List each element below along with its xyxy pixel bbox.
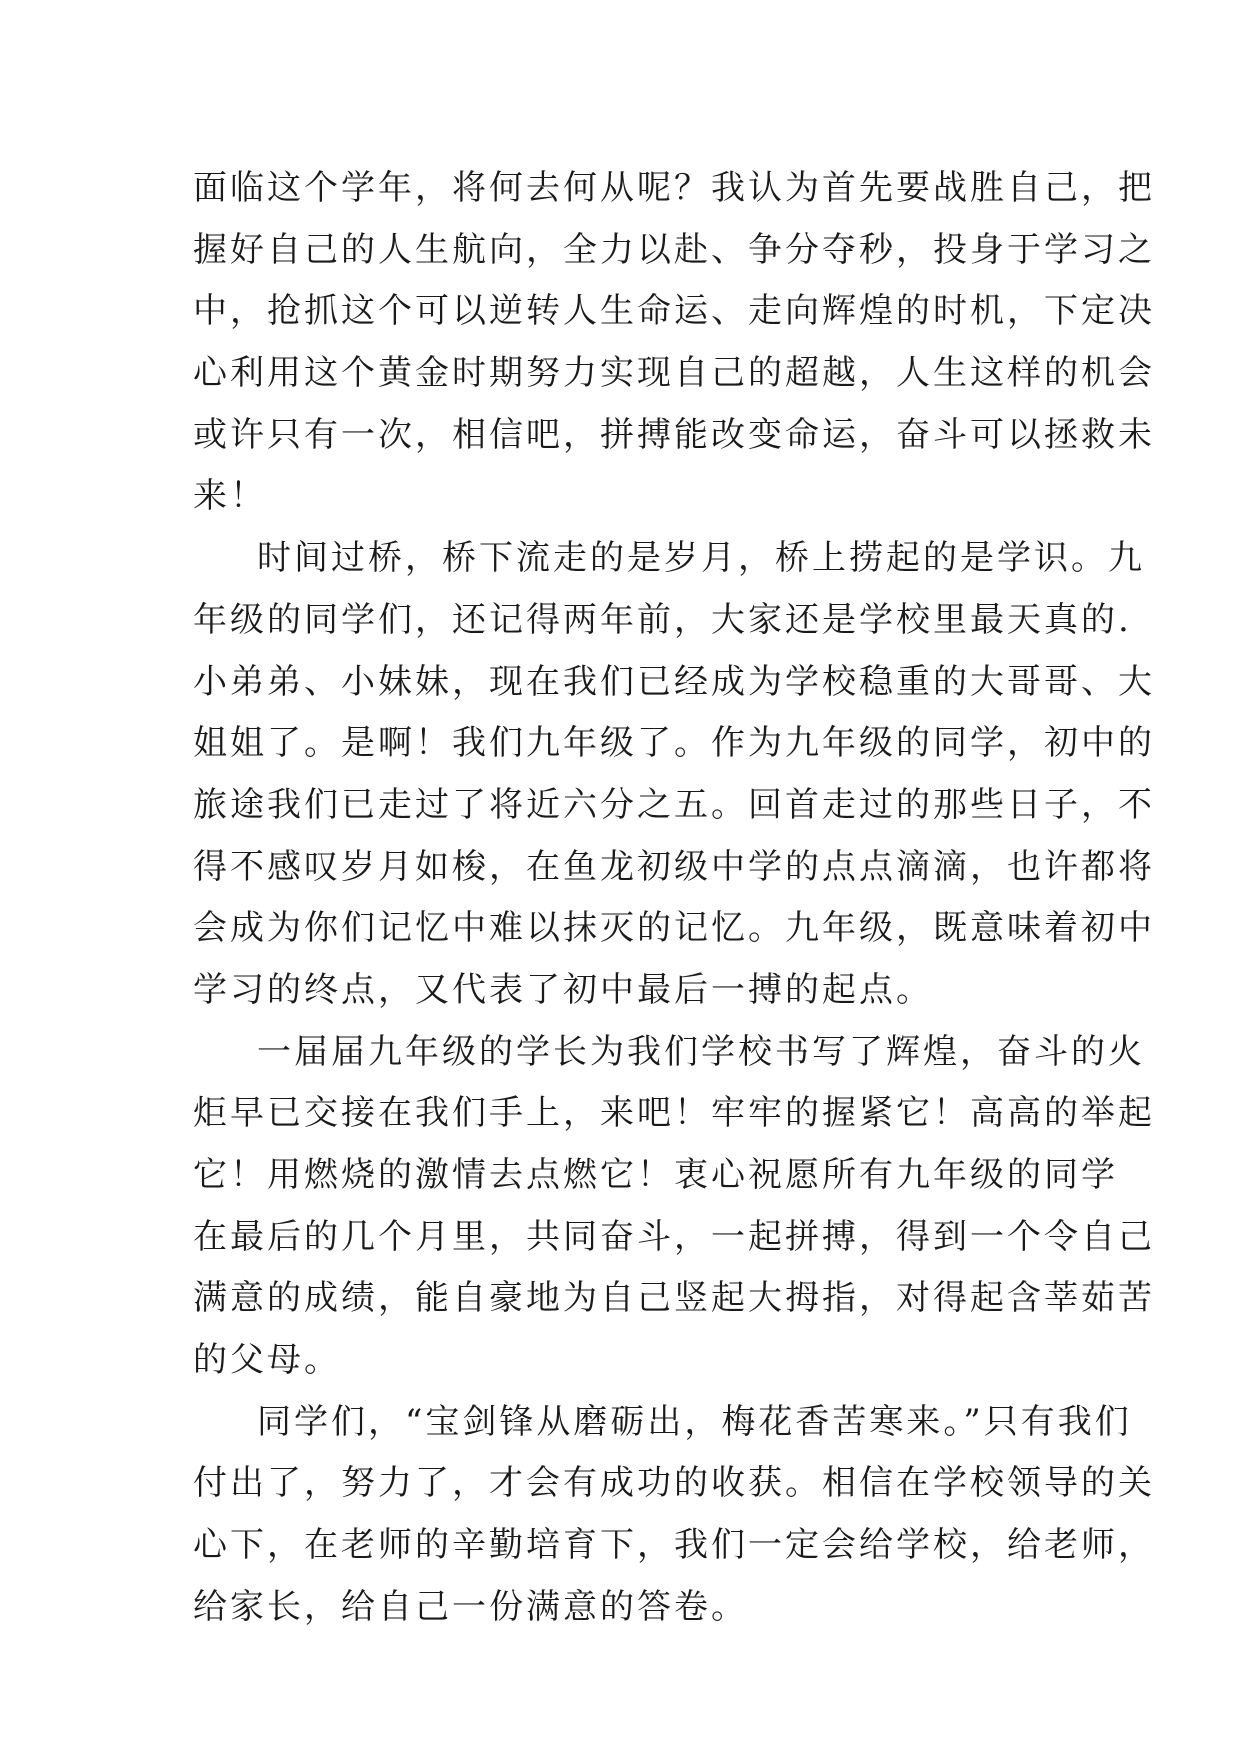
paragraph-3-line-4: 在最后的几个月里，共同奋斗，一起拼搏，得到一个令自己: [193, 1216, 1155, 1257]
paragraph-2-line-8: 学习的终点，又代表了初中最后一搏的起点。: [193, 969, 933, 1010]
paragraph-4-line-1: 同学们，“宝剑锋从磨砺出，梅花香苦寒来。”只有我们: [257, 1401, 1132, 1442]
paragraph-2-line-7: 会成为你们记忆中难以抹灭的记忆。九年级，既意味着初中: [193, 908, 1155, 949]
document-body: [193, 158, 1155, 1639]
paragraph-3-line-2: 炬早已交接在我们手上，来吧！牢牢的握紧它！高高的举起: [193, 1093, 1155, 1134]
paragraph-2-line-1: 时间过桥，桥下流走的是岁月，桥上捞起的是学识。九: [257, 538, 1145, 579]
paragraph-4-line-3: 心下，在老师的辛勤培育下，我们一定会给学校，给老师，: [193, 1525, 1155, 1566]
paragraph-1-line-6: 来！: [193, 476, 267, 517]
paragraph-3-line-6: 的父母。: [193, 1340, 341, 1381]
paragraph-2-line-2: 年级的同学们，还记得两年前，大家还是学校里最天真的.: [193, 599, 1132, 640]
paragraph-2-line-3: 小弟弟、小妹妹，现在我们已经成为学校稳重的大哥哥、大: [193, 661, 1155, 702]
paragraph-2-line-5: 旅途我们已走过了将近六分之五。回首走过的那些日子，不: [193, 784, 1155, 825]
paragraph-2-line-4: 姐姐了。是啊！我们九年级了。作为九年级的同学，初中的: [193, 723, 1155, 764]
paragraph-3-line-3: 它！用燃烧的激情去点燃它！衷心祝愿所有九年级的同学: [193, 1155, 1118, 1195]
paragraph-2-line-6: 得不感叹岁月如梭，在鱼龙初级中学的点点滴滴，也许都将: [193, 846, 1155, 887]
paragraph-1-line-4: 心利用这个黄金时期努力实现自己的超越，人生这样的机会: [193, 353, 1155, 394]
paragraph-3-line-5: 满意的成绩，能自豪地为自己竖起大拇指，对得起含莘茹苦: [193, 1278, 1155, 1319]
paragraph-1-line-3: 中，抢抓这个可以逆转人生命运、走向辉煌的时机，下定决: [193, 291, 1155, 332]
paragraph-1-line-2: 握好自己的人生航向，全力以赴、争分夺秒，投身于学习之: [193, 229, 1155, 270]
paragraph-4-line-4: 给家长，给自己一份满意的答卷。: [193, 1586, 748, 1627]
paragraph-1-line-5: 或许只有一次，相信吧，拼搏能改变命运，奋斗可以拯救未: [193, 414, 1155, 455]
paragraph-3-line-1: 一届届九年级的学长为我们学校书写了辉煌，奋斗的火: [257, 1031, 1145, 1072]
paragraph-4-line-2: 付出了，努力了，才会有成功的收获。相信在学校领导的关: [193, 1463, 1155, 1504]
paragraph-1-line-1: 面临这个学年，将何去何从呢？我认为首先要战胜自己，把: [193, 168, 1155, 208]
